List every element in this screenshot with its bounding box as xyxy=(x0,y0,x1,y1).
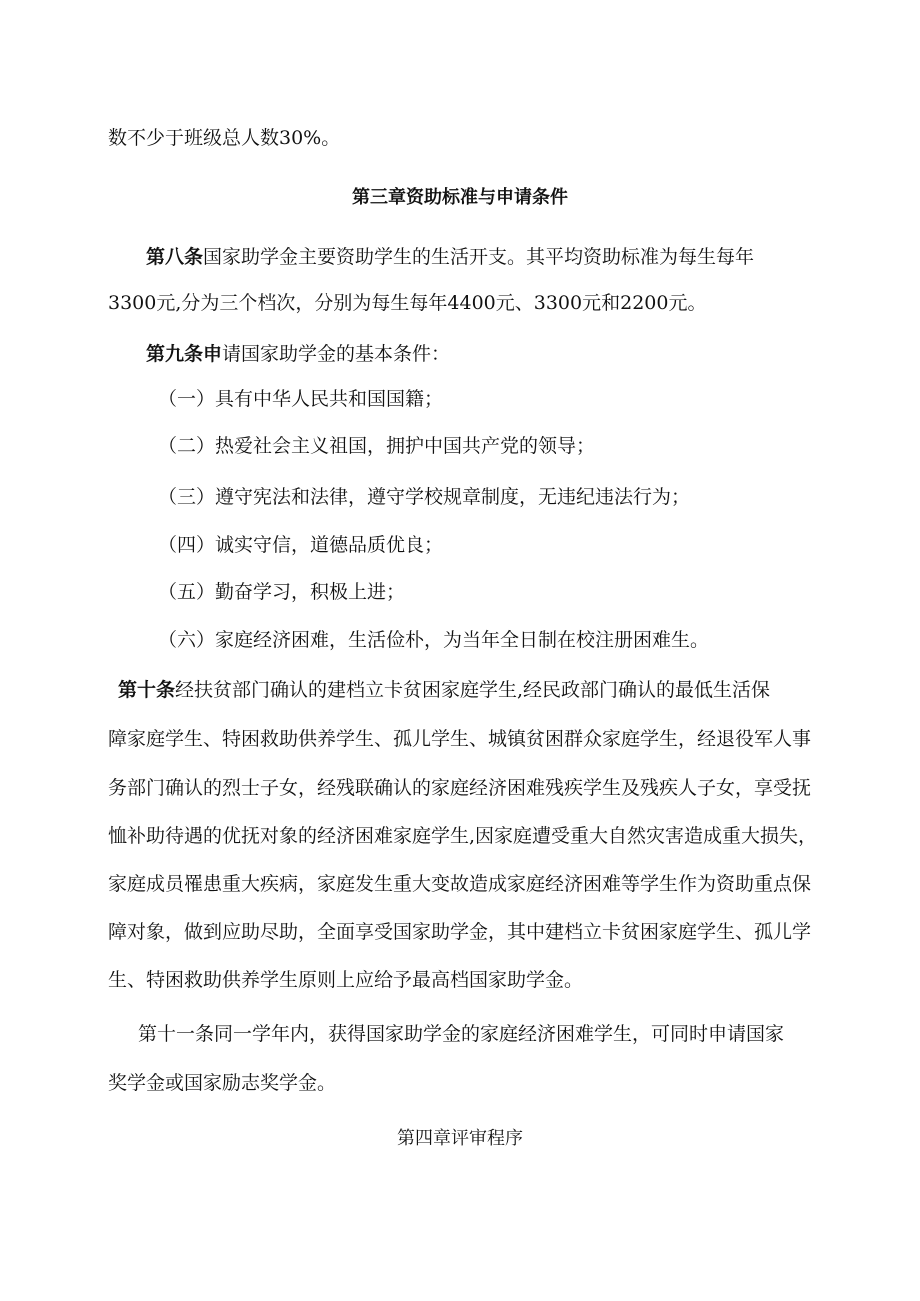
article-10-line: 障家庭学生、特困救助供养学生、孤儿学生、城镇贫困群众家庭学生，经退役军人事 xyxy=(108,728,812,750)
article-10-line: 生、特困救助供养学生原则上应给予最高档国家助学金。 xyxy=(108,969,584,991)
article-11-line-1: 第十一条同一学年内，获得国家助学金的家庭经济困难学生，可同时申请国家 xyxy=(138,1023,785,1045)
article-11-line-2: 奖学金或国家励志奖学金。 xyxy=(108,1072,337,1094)
article-8-text: 国家助学金主要资助学生的生活开支。其平均资助标准为每生每年 xyxy=(203,246,755,268)
condition-item: （四）诚实守信，道德品质优良； xyxy=(158,534,444,556)
condition-item: （二）热爱社会主义祖国，拥护中国共产党的领导； xyxy=(158,435,596,457)
article-8-line-1 xyxy=(146,245,754,269)
article-10-line: 家庭成员罹患重大疾病，家庭发生重大变故造成家庭经济困难等学生作为资助重点保 xyxy=(108,873,812,895)
condition-item: （六）家庭经济困难，生活俭朴，为当年全日制在校注册困难生。 xyxy=(158,629,710,651)
article-10-label: 第十条 xyxy=(118,679,176,701)
continuation-line: 数不少于班级总人数30%。 xyxy=(108,127,341,149)
article-8-label: 第八条 xyxy=(146,246,204,268)
article-9-line xyxy=(146,342,450,366)
article-10-line: 恤补助待遇的优抚对象的经济困难家庭学生,因家庭遭受重大自然灾害造成重大损失， xyxy=(108,825,818,847)
article-10-text: 经扶贫部门确认的建档立卡贫困家庭学生,经民政部门确认的最低生活保 xyxy=(175,679,771,701)
chapter-4-title: 第四章评审程序 xyxy=(397,1128,523,1149)
condition-item: （三）遵守宪法和法律，遵守学校规章制度，无违纪违法行为； xyxy=(158,486,691,508)
article-8-line-2: 3300元,分为三个档次，分别为每生每年4400元、3300元和2200元。 xyxy=(108,292,707,314)
article-9-label: 第九条申 xyxy=(146,343,223,365)
chapter-3-title: 第三章资助标准与申请条件 xyxy=(352,187,568,208)
article-9-text: 请国家助学金的基本条件： xyxy=(222,343,451,365)
article-10-line: 务部门确认的烈士子女，经残联确认的家庭经济困难残疾学生及残疾人子女，享受抚 xyxy=(108,777,812,799)
condition-item: （一）具有中华人民共和国国籍； xyxy=(158,388,444,410)
article-10-line-1 xyxy=(118,678,770,702)
article-10-line: 障对象，做到应助尽助，全面享受国家助学金，其中建档立卡贫困家庭学生、孤儿学 xyxy=(108,921,812,943)
condition-item: （五）勤奋学习，积极上进； xyxy=(158,581,406,603)
